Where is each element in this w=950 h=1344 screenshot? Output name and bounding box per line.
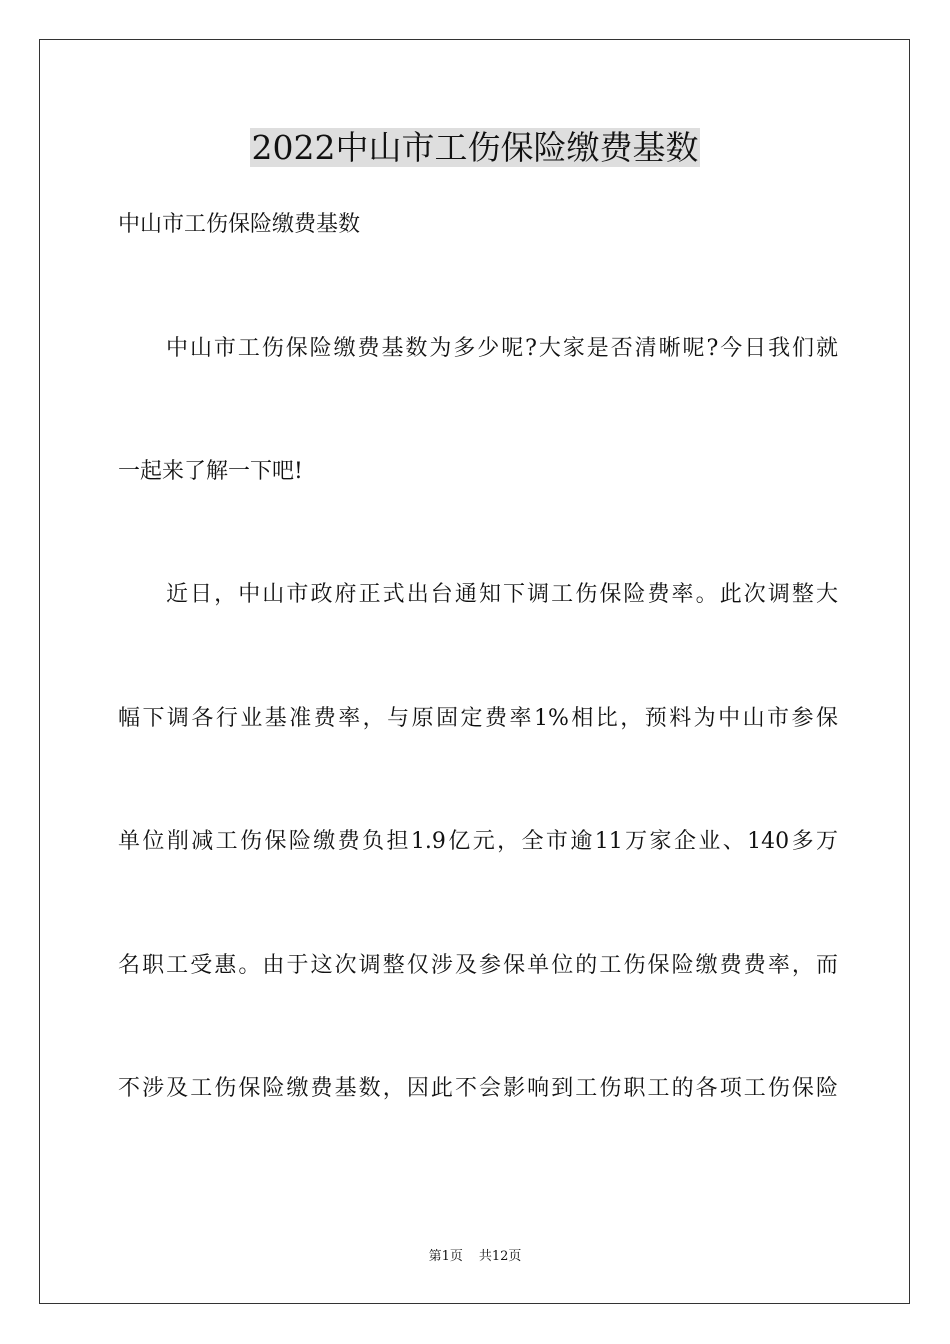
paragraph-line: 近日，中山市政府正式出台通知下调工伤保险费率。此次调整大: [166, 582, 838, 607]
page-total: 共12页: [478, 1249, 522, 1264]
document-subtitle: 中山市工伤保险缴费基数: [118, 212, 361, 237]
document-title-text: 2022中山市工伤保险缴费基数: [251, 128, 699, 167]
paragraph-line: 中山市工伤保险缴费基数为多少呢?大家是否清晰呢?今日我们就: [166, 336, 838, 361]
page-footer: [0, 1248, 950, 1266]
page-number: 第1页: [428, 1249, 463, 1264]
paragraph-line: 不涉及工伤保险缴费基数，因此不会影响到工伤职工的各项工伤保险: [118, 1076, 838, 1101]
paragraph-line: 一起来了解一下吧!: [118, 459, 303, 484]
paragraph-line: 幅下调各行业基准费率，与原固定费率1%相比，预料为中山市参保: [118, 706, 838, 731]
paragraph-line: 单位削减工伤保险缴费负担1.9亿元，全市逾11万家企业、140多万: [118, 829, 838, 854]
paragraph-line: 名职工受惠。由于这次调整仅涉及参保单位的工伤保险缴费费率，而: [118, 953, 838, 978]
document-title: [0, 122, 950, 174]
